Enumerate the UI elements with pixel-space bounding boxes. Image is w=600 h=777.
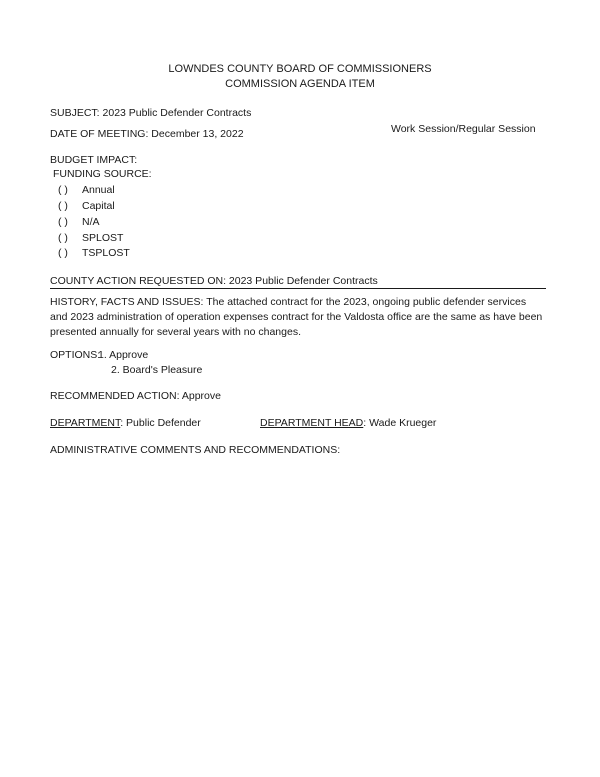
- recommended-action: RECOMMENDED ACTION: Approve: [50, 390, 221, 402]
- section-divider: [50, 288, 546, 289]
- funding-option-label: Annual: [82, 184, 115, 196]
- checkbox-mark: ( ): [58, 232, 68, 244]
- department-head-field: [260, 416, 436, 430]
- funding-option-na: [58, 215, 100, 229]
- option-boards-pleasure: 2. Board's Pleasure: [111, 364, 203, 376]
- agenda-item-title: COMMISSION AGENDA ITEM: [225, 78, 375, 90]
- department-label: DEPARTMENT: [50, 417, 121, 429]
- funding-option-splost: [58, 231, 123, 245]
- funding-option-tsplost: [58, 246, 130, 260]
- options-label: OPTIONS:: [50, 349, 101, 361]
- checkbox-mark: ( ): [58, 184, 68, 196]
- checkbox-mark: ( ): [58, 200, 68, 212]
- funding-source-label: FUNDING SOURCE:: [53, 168, 152, 180]
- board-title: LOWNDES COUNTY BOARD OF COMMISSIONERS: [168, 63, 432, 75]
- document-header: [0, 62, 600, 92]
- funding-option-label: Capital: [82, 200, 115, 212]
- funding-option-capital: [58, 199, 115, 213]
- department-value: : Public Defender: [120, 417, 201, 429]
- checkbox-mark: ( ): [58, 216, 68, 228]
- funding-option-label: SPLOST: [82, 232, 124, 244]
- administrative-comments-label: ADMINISTRATIVE COMMENTS AND RECOMMENDATIONS:: [50, 444, 341, 456]
- department-field: [50, 416, 201, 430]
- history-facts-issues: HISTORY, FACTS AND ISSUES: The attached contract for the 2023, ongoing public defender services and 2023 administration of operation expenses contract for the Valdosta office are the same as have been presented annually for several years with no changes.: [50, 296, 543, 338]
- checkbox-mark: ( ): [58, 247, 68, 259]
- budget-impact-label: BUDGET IMPACT:: [50, 154, 138, 166]
- funding-option-label: N/A: [82, 216, 100, 228]
- department-head-label: DEPARTMENT HEAD: [260, 417, 364, 429]
- county-action-requested: COUNTY ACTION REQUESTED ON: 2023 Public Defender Contracts: [50, 275, 378, 287]
- funding-option-annual: [58, 183, 115, 197]
- meeting-date: DATE OF MEETING: December 13, 2022: [50, 128, 244, 140]
- funding-option-label: TSPLOST: [82, 247, 130, 259]
- session-type: Work Session/Regular Session: [391, 123, 536, 135]
- department-head-value: : Wade Krueger: [363, 417, 437, 429]
- subject-line: SUBJECT: 2023 Public Defender Contracts: [50, 107, 252, 119]
- option-approve: 1. Approve: [98, 349, 149, 361]
